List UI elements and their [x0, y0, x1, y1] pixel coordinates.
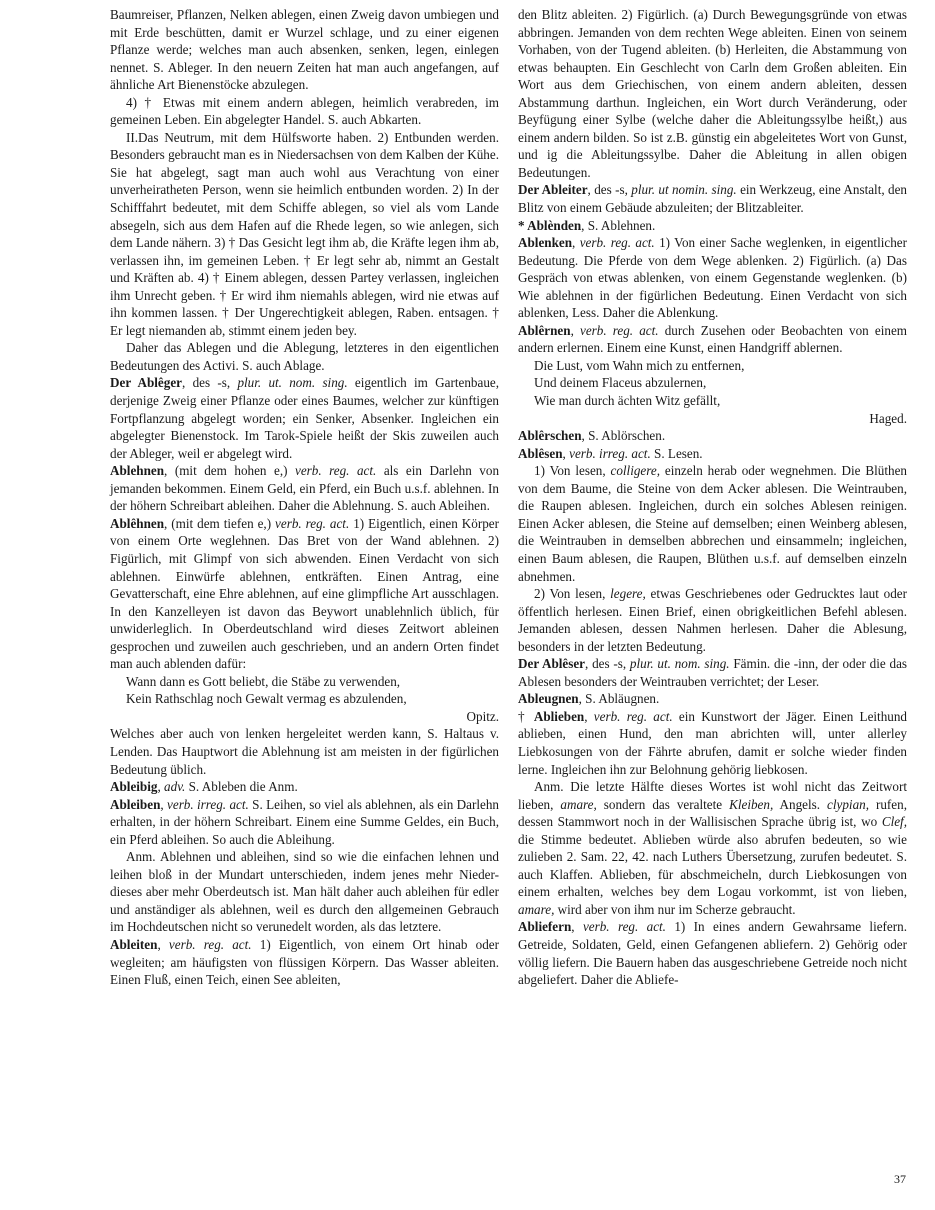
paragraph: [110, 725, 499, 778]
headword: Ablieben: [533, 708, 585, 724]
paragraph: [110, 848, 499, 936]
paragraph: [518, 6, 907, 181]
verse-line: [110, 673, 499, 691]
italic-text: Clef,: [881, 814, 907, 830]
paragraph: [518, 778, 907, 918]
paragraph: [518, 708, 907, 778]
citation: [518, 410, 907, 428]
paragraph: [110, 936, 499, 989]
text-run: ,: [584, 708, 594, 724]
text-run: Angels.: [773, 796, 828, 812]
headword: Ablenken: [518, 235, 573, 251]
paragraph: [110, 515, 499, 673]
text-run: Welches aber auch von lenken hergeleitet werden kann, S. Haltaus v. Lenden. Das Hauptwort die Ablehnung ist am meisten in der figürlichen Bedeutung üblich.: [110, 726, 499, 777]
italic-text: colligere,: [610, 463, 661, 479]
paragraph: [518, 462, 907, 585]
text-run: einzeln herab oder wegnehmen. Die Blüthen von dem Baume, die Steine von dem Acker ablesen. Die Weintrauben, die Raupen ablesen. Ingleichen, durch ein solches Ablesen reinigen. Einen Acker ablesen, die Steine auf demselben; einen Weinberg ablesen, die Weintrauben in demselben abbrechen und einsammeln; ingleichen, einen Baum ablesen, die Raupen, Blüthen u.s.f. auf demselben einzeln abnehmen.: [518, 463, 907, 584]
text-run: 4) † Etwas mit einem andern ablegen, heimlich verabreden, im gemeinen Leben. Ein abgelegter Handel. S. auch Abkarten.: [110, 94, 499, 128]
paragraph: [518, 918, 907, 988]
text-run: Fämin. die -inn, der oder die das Ablesen besonders der Weintrauben verrichtet; der Leser.: [518, 656, 908, 689]
italic-text: verb. reg. act.: [295, 463, 377, 479]
text-run: ,: [157, 936, 169, 952]
verse-line: [518, 357, 907, 375]
left-column: [110, 6, 499, 989]
paragraph: [518, 690, 907, 708]
paragraph: [110, 6, 499, 94]
text-run: Wann dann es Gott beliebt, die Stäbe zu verwenden,: [126, 673, 401, 689]
text-run: 1) Von lesen,: [534, 463, 611, 479]
text-run: ,: [562, 445, 570, 461]
text-run: die Stimme bedeutet. Ablieben würde also abrufen bedeuten, so wie zulieben 2. Sam. 22, 42. nach Luthers Übersetzung, zurufen bedeutet. S. auch Klaffen. Ablieben, für abschmeicheln, durch Liebkosungen von einem erhalten, welches bey dem Logau vorkommt, ist von lieben,: [518, 831, 907, 900]
italic-text: plur. ut. nom. sing.: [237, 375, 348, 391]
paragraph: [518, 322, 907, 357]
italic-text: verb. reg. act.: [593, 708, 673, 724]
paragraph: [110, 339, 499, 374]
headword: Ablehnen: [110, 463, 165, 479]
italic-text: Kleiben,: [729, 796, 774, 812]
headword: Abliefern: [518, 919, 572, 935]
text-run: S. Lesen.: [650, 445, 703, 461]
paragraph: [518, 427, 907, 445]
headword: Ableiten: [110, 936, 158, 952]
text-run: eigentlich im Gartenbaue, derjenige Zweig einer Pflanze oder eines Baumes, welcher zur künftigen Fortpflanzung abgelegt worden; ein Senker, Absenker. Ingleichen ein abgelegter Bienenstock. Im Tarok-Spiele heißt der Skis zuweilen auch der Ableger, weil er abgelegt wird.: [110, 375, 500, 461]
text-run: 1) Von einer Sache weglenken, in eigentlicher Bedeutung. Die Pferde von dem Wege ablenken. 2) Figürlich. (a) Das Gespräch von etwas ablenken, von einem Gegenstande weglenken. (b) Wie ablehnen in der figürlichen Bedeutung. Einen Verdacht von sich ablenken, Less. Daher die Ablenkung.: [518, 235, 907, 321]
text-run: den Blitz ableiten. 2) Figürlich. (a) Durch Bewegungsgründe von etwas abbringen. Jemanden von dem rechten Wege ableiten. Einen von seinem Vorhaben, von der Tugend ableiten. (b) Herleiten, die Abstammung von etwas behaupten. Ein Geschlecht von Carln dem Großen ableiten. Ein Wort aus dem Griechischen, von einem andern ableiten, dessen Abstammung darthun. Ingleichen, ein Wort durch Veränderung, oder Beyfügung einer Sylbe (welche daher die Ableitungssylbe heißt,) aus einem andern bilden. So ist z.B. günstig ein abgeleitetes Wort von Gunst, und ig die Ableitungssylbe. Daher die Ableitung in allen obigen Bedeutungen.: [518, 7, 907, 180]
text-run: 1) In eines andern Gewahrsame liefern. Getreide, Soldaten, Geld, einen Gefangenen abliefern. 2) Gehörig oder völlig liefern. Die Bauern haben das ausgeschriebene Getreide noch nicht abgeliefert. Daher die Abliefe-: [518, 919, 907, 988]
text-run: als ein Darlehn von jemanden bekommen. Einem Geld, ein Pferd, ein Buch u.s.f. ablehnen. In der höhern Schreibart ableihen. Daher die Ablehnung. S. auch Ableihen.: [110, 463, 500, 514]
text-run: ,: [571, 919, 583, 935]
headword: Ableugnen: [518, 691, 579, 707]
headword: Ableiben: [110, 796, 161, 812]
text-run: ,: [572, 235, 580, 251]
text-run: 1) Eigentlich, einen Körper von einem Orte weglehnen. Das Bret von der Wand ablehnen. 2) Figürlich, mit Glimpf von sich abwenden. Einen Verdacht von sich ablehnen. Einwürfe ablehnen, entkräften. Einen Antrag, eine Gevatterschaft, eine Ehre ablehnen, auf eine glimpfliche Art ausschlagen. In den Kanzelleyen ist davon das Beywort unablehnlich üblich, für unwiderleglich. In Oberdeutschland wird dieses Zeitwort ableinen gesprochen und zuweilen auch geschrieben, und an andern Orten findet man auch ablenden dafür:: [110, 515, 499, 672]
text-run: ein Kunstwort der Jäger. Einen Leithund ablieben, einen Hund, den man abrichten will, unter allerley Liebkosungen von der Fährte abrufen, damit er solche wieder finden lerne. Ingleichen ihn zur Belohnung gehörig liebkosen.: [518, 708, 907, 777]
italic-text: plur. ut nomin. sing.: [631, 182, 737, 198]
italic-text: verb. reg. act.: [582, 919, 666, 935]
text-run: 2) Von lesen,: [534, 586, 611, 602]
headword: Der Ablêger: [110, 375, 182, 391]
paragraph: [110, 462, 499, 515]
italic-text: clypian,: [827, 796, 869, 812]
text-run: , des -s,: [585, 656, 630, 672]
paragraph: [518, 655, 907, 690]
text-run: sondern das veraltete: [596, 796, 730, 812]
italic-text: verb. reg. act.: [580, 322, 659, 338]
headword: Ablêsen: [518, 445, 563, 461]
text-run: ,: [157, 779, 165, 795]
text-run: S. Leihen, so viel als ablehnen, als ein Darlehn erhalten, in der höhern Schreibart. Einem eine Summe Geldes, ein Buch, ein Pferd ableihen. So auch die Ableihung.: [110, 796, 499, 847]
text-run: †: [518, 708, 534, 724]
italic-text: plur. ut. nom. sing.: [629, 656, 730, 672]
verse-line: [110, 690, 499, 708]
italic-text: verb. reg. act.: [168, 936, 252, 952]
text-run: durch Zusehen oder Beobachten von einem andern erlernen. Einem eine Kunst, einen Handgriff ablernen.: [518, 322, 907, 356]
text-run: Kein Rathschlag noch Gewalt vermag es abzulenden,: [126, 691, 407, 707]
text-run: Anm. Die letzte Hälfte dieses Wortes ist wohl nicht das Zeitwort lieben,: [518, 779, 907, 812]
text-run: S. Ableben die Anm.: [185, 779, 298, 795]
text-run: etwas Geschriebenes oder Gedrucktes laut oder öffentlich herlesen. Einen Brief, einen obrigkeitlichen Befehl ablesen. Jemanden ablesen, dessen Nahmen herlesen. Daher die Ablesung, besonders in der letzten Bedeutung.: [518, 586, 907, 654]
text-run: , S. Ablehnen.: [581, 217, 656, 233]
headword: Ablêrnen: [518, 322, 571, 338]
italic-text: amare,: [518, 901, 555, 917]
headword: * Ablènden: [518, 217, 582, 233]
paragraph: [518, 445, 907, 463]
paragraph: [110, 374, 499, 462]
text-run: ,: [570, 322, 580, 338]
text-run: rufen, dessen Stammwort noch in der Wallisischen Sprache übrig ist, wo: [518, 796, 908, 830]
paragraph: [110, 778, 499, 796]
text-run: ein Werkzeug, eine Anstalt, den Blitz von einem Gebäude abzuleiten; der Blitzableiter.: [518, 182, 907, 216]
text-run: ,: [160, 796, 168, 812]
italic-text: adv.: [164, 779, 186, 795]
text-run: , des -s,: [182, 375, 238, 391]
text-run: Daher das Ablegen und die Ablegung, letzteres in den eigentlichen Bedeutungen des Activi. S. auch Ablage.: [110, 340, 499, 373]
right-column: [518, 6, 907, 989]
text-run: Baumreiser, Pflanzen, Nelken ablegen, einen Zweig davon umbiegen und mit Erde beschütten, damit er Wurzel schlage, und zu einer eigenen Pflanze werde; welches man auch absenken, senken, legen, einlegen nennet. S. Ableger. In den neuern Zeiten hat man auch angefangen, auf ähnliche Art Bienenstöcke abzulegen.: [110, 7, 499, 93]
paragraph: [110, 94, 499, 129]
text-run: II.Das Neutrum, mit dem Hülfsworte haben. 2) Entbunden werden. Besonders gebraucht man es in Niedersachsen von dem Kalben der Kühe. Sie hat abgelegt, sagt man auch wohl aus Verachtung von einer unverheiratheten Person, wenn sie heimlich entbunden worden. 2) In der Schifffahrt bedeutet, mit dem Schiffe ablegen, so viel als vom Lande absegeln, sich aus dem Hafen auf die Rhede legen, so wie anlegen, sich dem Lande nähern. 3) † Das Gesicht legt ihm ab, die Kräfte legen ihm ab, verlassen ihn, im gemeinen Leben. † Er legt sehr ab, nimmt an Gestalt und Kräften ab. 4) † Einem ablegen, dessen Partey verlassen, ingleichen ihm Unrecht geben. † Er wird ihm niemahls ablegen, wird nie etwas auf ihn kommen lassen. † Der Ungerechtigkeit ablegen, Raben. entsagen. † Er legt niemanden ab, stimmt einem jeden bey.: [110, 129, 499, 338]
text-run: wird aber von ihm nur im Scherze gebraucht.: [554, 901, 796, 917]
page-number: 37: [894, 1172, 906, 1186]
paragraph: [518, 217, 907, 235]
text-run: Opitz.: [466, 708, 499, 724]
italic-text: amare,: [560, 796, 597, 812]
text-run: , (mit dem tiefen e,): [164, 515, 276, 531]
text-run: Und deinem Flaceus abzulernen,: [534, 375, 707, 391]
text-run: , (mit dem hohen e,): [164, 463, 295, 479]
text-run: 1) Eigentlich, von einem Ort hinab oder wegleiten; am häufigsten von flüssigen Körpern. Das Wasser ableiten. Einen Fluß, einen Teich, einen See ableiten,: [110, 936, 499, 988]
text-run: Die Lust, vom Wahn mich zu entfernen,: [534, 357, 745, 373]
headword: Ableibig: [110, 779, 158, 795]
paragraph: [518, 585, 907, 655]
italic-text: verb. irreg. act.: [569, 445, 651, 461]
text-run: Anm. Ablehnen und ableihen, sind so wie die einfachen lehnen und leihen bloß in der Mundart unterschieden, indem jenes mehr Nieder- dieses aber mehr Oberdeutsch ist. Man hält daher auch ableihen für edler und anständiger als ablehnen, weil es durch den allgemeinen Gebrauch im Hochdeutschen nicht so verunedelt worden, als das letztere.: [110, 849, 499, 935]
italic-text: verb. reg. act.: [579, 235, 655, 251]
headword: Der Ablêser: [518, 656, 586, 672]
text-run: Haged.: [869, 410, 907, 426]
paragraph: [110, 796, 499, 849]
text-run: , S. Ablörschen.: [581, 428, 666, 444]
verse-line: [518, 392, 907, 410]
italic-text: verb. reg. act.: [275, 515, 350, 531]
text-run: Wie man durch ächten Witz gefällt,: [534, 393, 721, 409]
text-run: , des -s,: [587, 182, 632, 198]
paragraph: [110, 129, 499, 340]
citation: [110, 708, 499, 726]
headword: Ablêhnen: [110, 515, 165, 531]
paragraph: [518, 234, 907, 322]
italic-text: legere,: [610, 586, 646, 602]
verse-line: [518, 374, 907, 392]
headword: Ablêrschen: [518, 428, 582, 444]
text-run: , S. Abläugnen.: [578, 691, 660, 707]
italic-text: verb. irreg. act.: [167, 796, 249, 812]
paragraph: [518, 181, 907, 216]
headword: Der Ableiter: [518, 182, 588, 198]
